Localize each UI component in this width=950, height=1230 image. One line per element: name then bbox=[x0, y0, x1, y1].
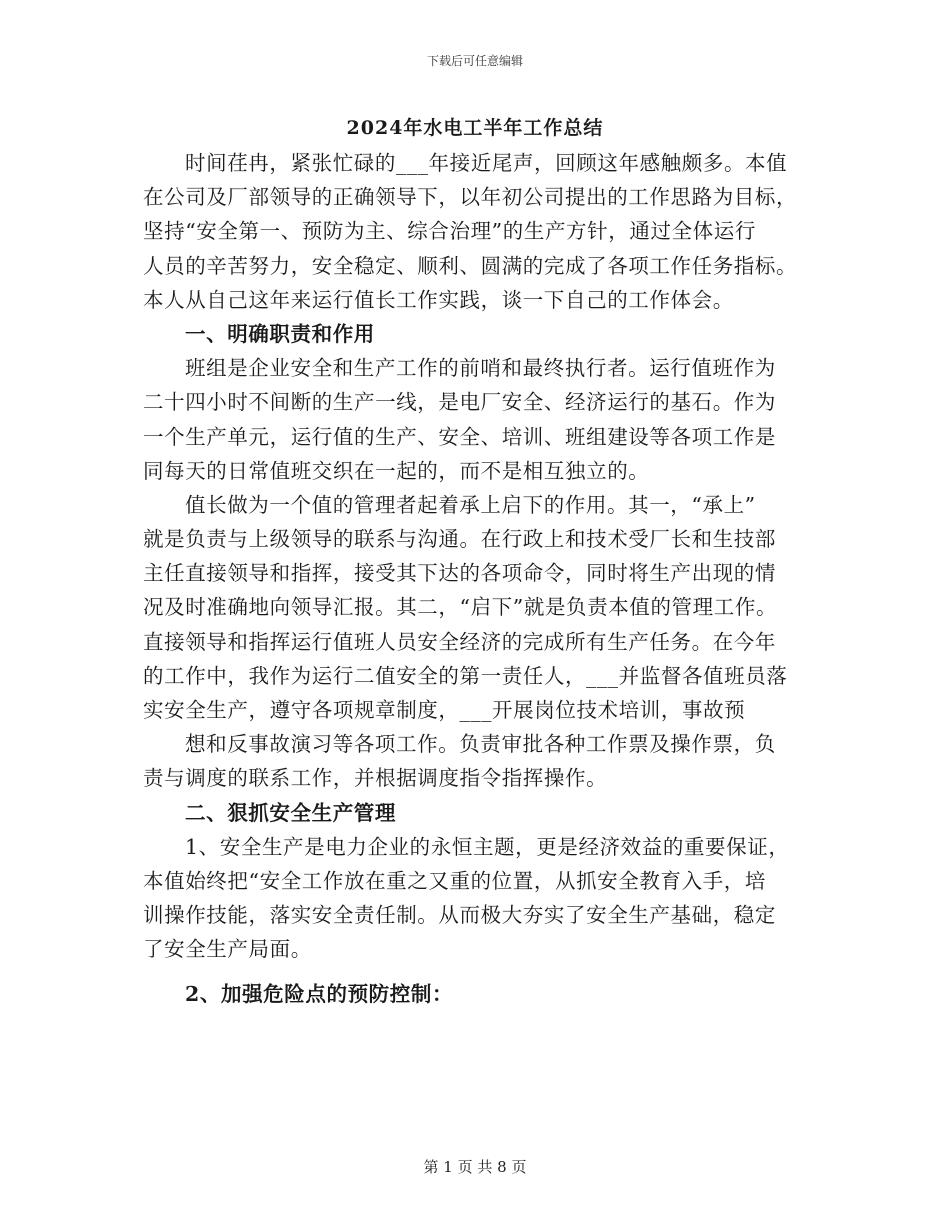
page-footer: 第 1 页 共 8 页 bbox=[423, 1158, 527, 1176]
paragraph-line: 就是负责与上级领导的联系与沟通。在行政上和技术受厂长和生技部 bbox=[143, 527, 776, 552]
subsection-heading: 2、加强危险点的预防控制： bbox=[185, 981, 454, 1006]
document-title: 2024年水电工半年工作总结 bbox=[346, 117, 604, 139]
header-note: 下载后可任意编辑 bbox=[426, 54, 523, 68]
paragraph-line: 在公司及厂部领导的正确领导下，以年初公司提出的工作思路为目标， bbox=[143, 185, 798, 210]
paragraph-line: 直接领导和指挥运行值班人员安全经济的完成所有生产任务。在今年 bbox=[143, 629, 776, 654]
paragraph-line: 时间荏冉，紧张忙碌的___年接近尾声，回顾这年感触颇多。本值 bbox=[185, 151, 788, 175]
paragraph-line: 本值始终把“安全工作放在重之又重的位置，从抓安全教育入手，培 bbox=[143, 868, 766, 893]
paragraph-line: 一个生产单元，运行值的生产、安全、培训、班组建设等各项工作是 bbox=[143, 424, 776, 449]
paragraph-line: 况及时准确地向领导汇报。其二，“启下”就是负责本值的管理工作。 bbox=[143, 595, 778, 620]
section-heading: 二、狠抓安全生产管理 bbox=[185, 800, 396, 825]
paragraph-line: 人员的辛苦努力，安全稳定、顺利、圆满的完成了各项工作任务指标。 bbox=[143, 253, 798, 278]
paragraph-line: 1、安全生产是电力企业的永恒主题，更是经济效益的重要保证， bbox=[185, 834, 790, 859]
paragraph-line: 主任直接领导和指挥，接受其下达的各项命令，同时将生产出现的情 bbox=[143, 561, 776, 586]
paragraph-line: 想和反事故演习等各项工作。负责审批各种工作票及操作票，负 bbox=[185, 732, 776, 757]
paragraph-line: 责与调度的联系工作，并根据调度指令指挥操作。 bbox=[143, 766, 608, 791]
paragraph-line: 值长做为一个值的管理者起着承上启下的作用。其一，“承上” bbox=[185, 492, 756, 517]
paragraph-line: 了安全生产局面。 bbox=[143, 937, 312, 962]
paragraph-line: 班组是企业安全和生产工作的前哨和最终执行者。运行值班作为 bbox=[185, 356, 776, 381]
document-body bbox=[143, 146, 807, 1011]
paragraph-line: 的工作中，我作为运行二值安全的第一责任人，___并监督各值班员落 bbox=[143, 663, 788, 688]
paragraph-line: 实安全生产，遵守各项规章制度，___开展岗位技术培训，事故预 bbox=[143, 698, 746, 722]
paragraph-line: 同每天的日常值班交织在一起的，而不是相互独立的。 bbox=[143, 458, 650, 483]
paragraph-line: 训操作技能，落实安全责任制。从而极大夯实了安全生产基础，稳定 bbox=[143, 903, 776, 928]
paragraph-line: 坚持“安全第一、预防为主、综合治理”的生产方针，通过全体运行 bbox=[143, 219, 756, 244]
paragraph-line: 二十四小时不间断的生产一线，是电厂安全、经济运行的基石。作为 bbox=[143, 390, 776, 415]
section-heading: 一、明确职责和作用 bbox=[185, 321, 375, 346]
paragraph-line: 本人从自己这年来运行值长工作实践，谈一下自己的工作体会。 bbox=[143, 287, 734, 312]
